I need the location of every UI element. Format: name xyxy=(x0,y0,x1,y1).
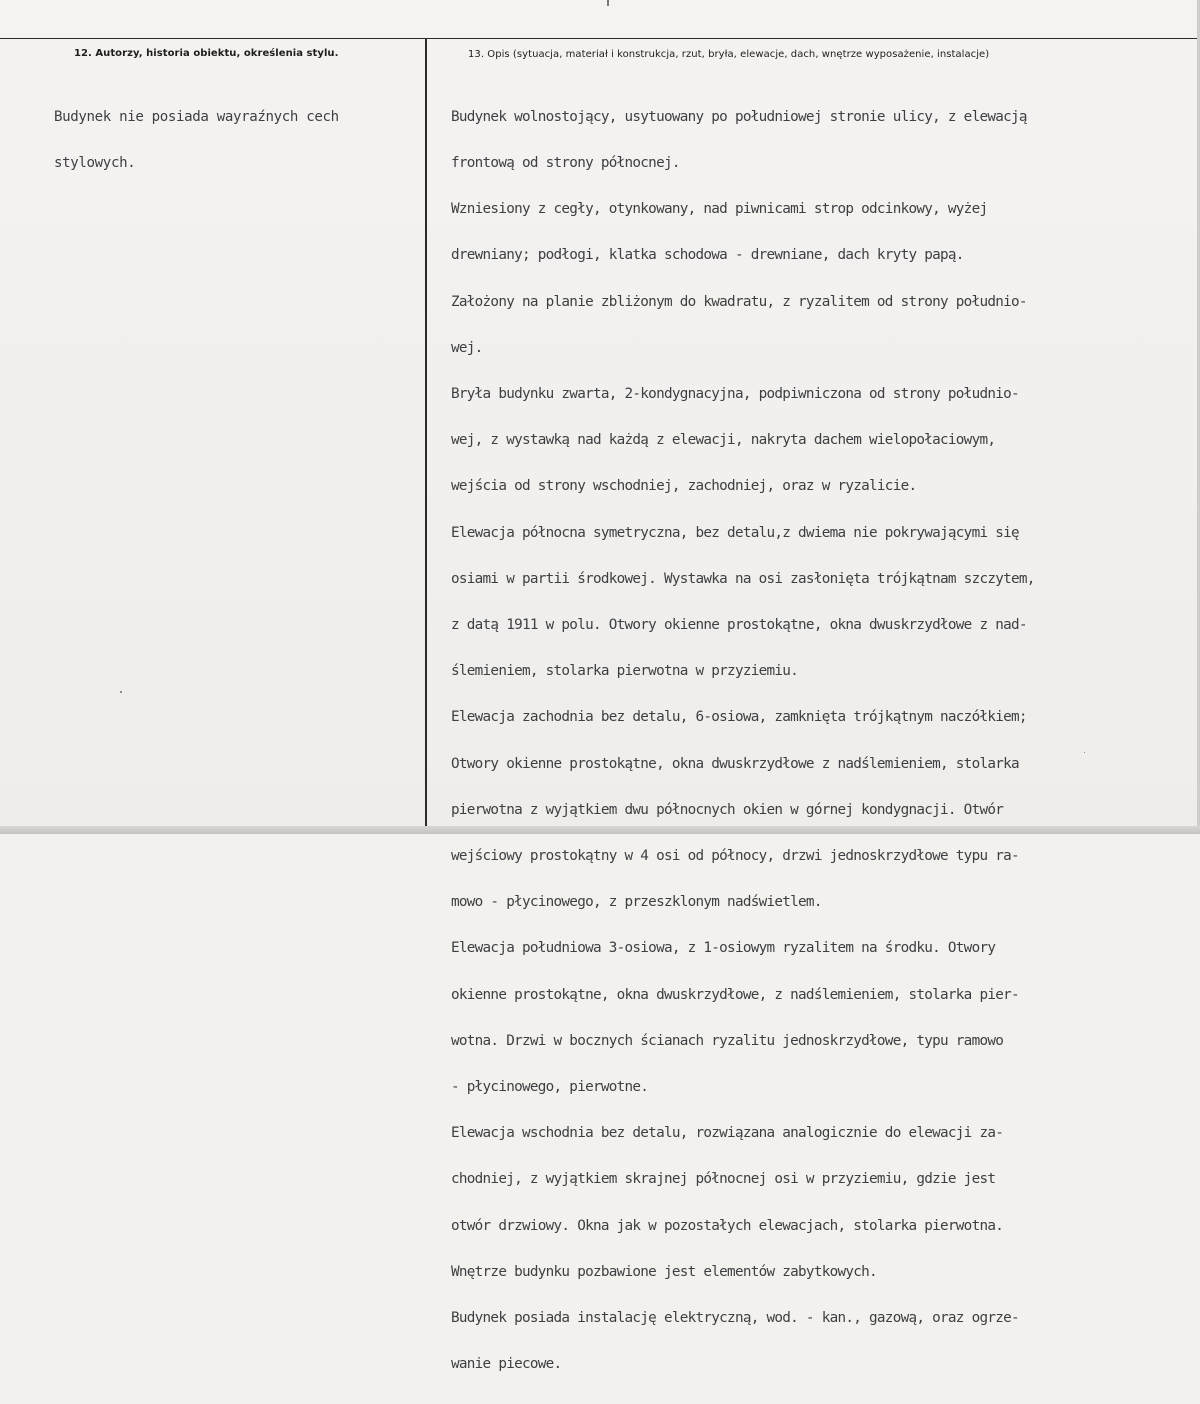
section-13-text xyxy=(451,79,1035,1404)
section-12-header: 12. Autorzy, historia obiektu, określenia stylu. xyxy=(74,48,339,59)
section-13-line: drewniany; podłogi, klatka schodowa - drewniane, dach kryty papą. xyxy=(451,247,964,264)
section-13-line: chodniej, z wyjątkiem skrajnej północnej osi w przyziemiu, gdzie jest xyxy=(451,1171,996,1188)
section-13-line: mowo - płycinowego, z przeszklonym nadświetlem. xyxy=(451,894,822,911)
section-13-line: wanie piecowe. xyxy=(451,1356,562,1373)
paper-edge-bottom xyxy=(0,826,1200,834)
section-13-line: Budynek posiada instalację elektryczną, wod. - kan., gazową, oraz ogrze- xyxy=(451,1310,1019,1327)
section-13-line: Elewacja wschodnia bez detalu, rozwiązana analogicznie do elewacji za- xyxy=(451,1125,1004,1142)
paper-speck xyxy=(120,691,122,693)
section-12-line: stylowych. xyxy=(54,155,136,172)
section-13-line: wejścia od strony wschodniej, zachodniej, oraz w ryzalicie. xyxy=(451,478,917,495)
section-13-header: 13. Opis (sytuacja, materiał i konstrukcja, rzut, bryła, elewacje, dach, wnętrze wyposażenie, instalacje) xyxy=(468,49,990,60)
section-13-line: pierwotna z wyjątkiem dwu północnych okien w górnej kondygnacji. Otwór xyxy=(451,801,1004,818)
section-13-line: Założony na planie zbliżonym do kwadratu, z ryzalitem od strony południo- xyxy=(451,293,1027,310)
section-13-line: wej. xyxy=(451,339,483,356)
section-13-line: ślemieniem, stolarka pierwotna w przyziemiu. xyxy=(451,663,799,680)
section-13-line: Otwory okienne prostokątne, okna dwuskrzydłowe z nadślemieniem, stolarka xyxy=(451,755,1019,772)
section-13-line: Wzniesiony z cegły, otynkowany, nad piwnicami strop odcinkowy, wyżej xyxy=(451,201,988,218)
section-13-line: wotna. Drzwi w bocznych ścianach ryzalitu jednoskrzydłowe, typu ramowo xyxy=(451,1032,1004,1049)
section-13-line: Wnętrze budynku pozbawione jest elementów zabytkowych. xyxy=(451,1263,877,1280)
section-12-text xyxy=(54,79,339,202)
section-13-line: osiami w partii środkowej. Wystawka na osi zasłonięta trójkątnam szczytem, xyxy=(451,570,1035,587)
section-13-line: frontową od strony północnej. xyxy=(451,155,680,172)
section-13-line: Budynek wolnostojący, usytuowany po południowej stronie ulicy, z elewacją xyxy=(451,108,1027,125)
section-13-line: Bryła budynku zwarta, 2-kondygnacyjna, podpiwniczona od strony południo- xyxy=(451,386,1019,403)
section-13-line: - płycinowego, pierwotne. xyxy=(451,1079,649,1096)
paper-speck xyxy=(1084,752,1085,753)
section-13-line: otwór drzwiowy. Okna jak w pozostałych elewacjach, stolarka pierwotna. xyxy=(451,1217,1004,1234)
top-notch-mark xyxy=(607,0,609,6)
top-rule xyxy=(0,38,1200,39)
section-13-line: z datą 1911 w polu. Otwory okienne prostokątne, okna dwuskrzydłowe z nad- xyxy=(451,617,1027,634)
section-13-line: wejściowy prostokątny w 4 osi od północy, drzwi jednoskrzydłowe typu ra- xyxy=(451,848,1019,865)
section-13-line: Elewacja północna symetryczna, bez detalu,z dwiema nie pokrywającymi się xyxy=(451,524,1019,541)
column-divider xyxy=(425,38,427,826)
section-13-line: Elewacja zachodnia bez detalu, 6-osiowa, zamknięta trójkątnym naczółkiem; xyxy=(451,709,1027,726)
section-12-line: Budynek nie posiada wayraźnych cech xyxy=(54,108,339,125)
section-13-line: Elewacja południowa 3-osiowa, z 1-osiowym ryzalitem na środku. Otwory xyxy=(451,940,996,957)
section-13-line: wej, z wystawką nad każdą z elewacji, nakryta dachem wielopołaciowym, xyxy=(451,432,996,449)
section-13-line: okienne prostokątne, okna dwuskrzydłowe, z nadślemieniem, stolarka pier- xyxy=(451,986,1019,1003)
